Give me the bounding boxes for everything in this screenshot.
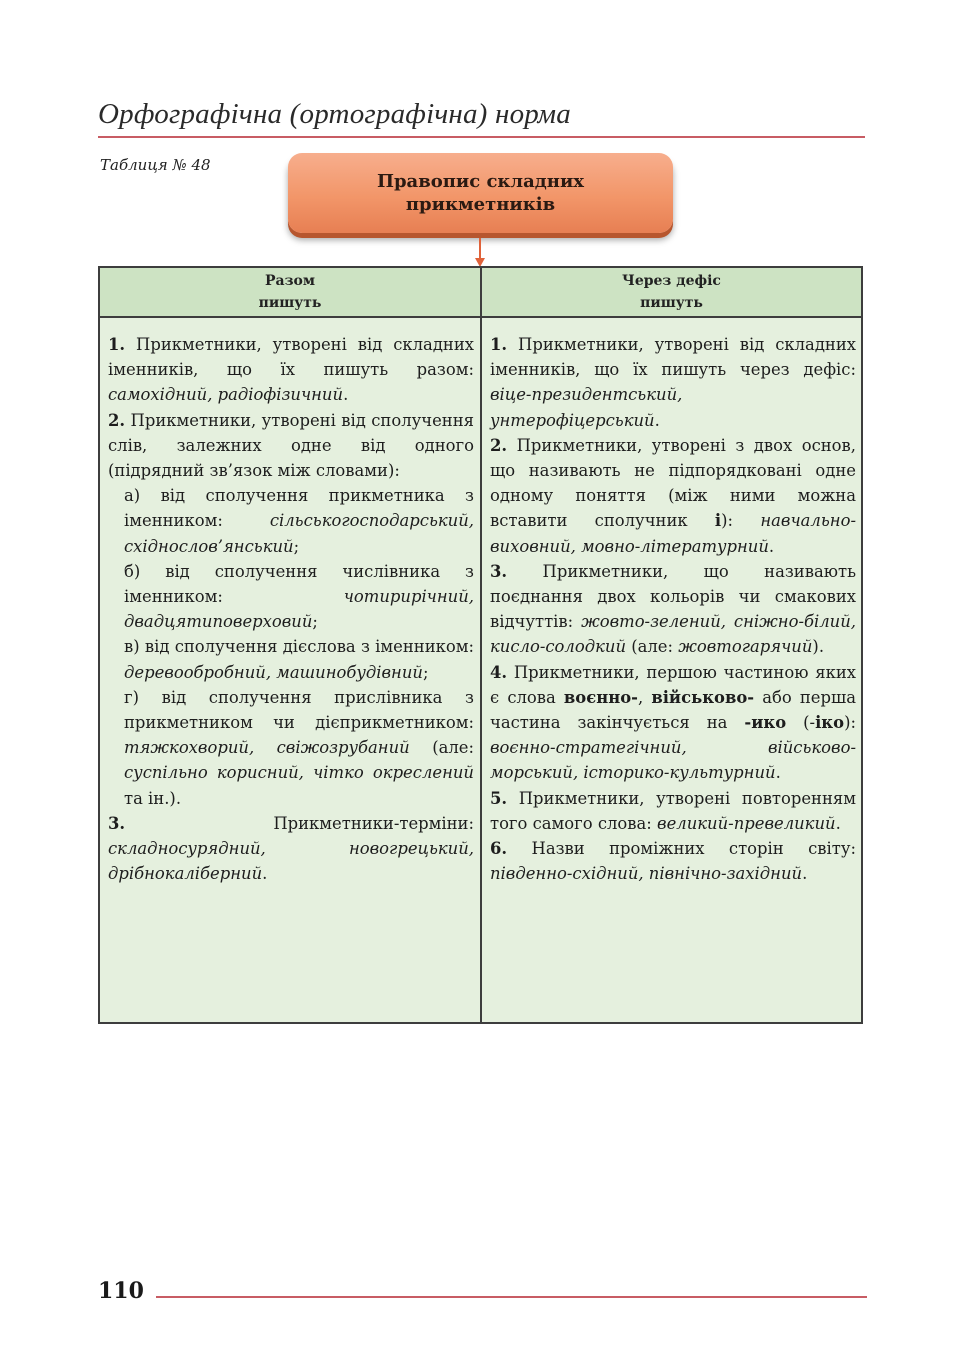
column-together-rules: [108, 332, 474, 886]
rule-subitem: [124, 559, 474, 635]
bold-marker: 3.: [490, 561, 508, 581]
column-hyphen-rules: [490, 332, 856, 886]
rule-item: [490, 836, 856, 886]
header-together: [100, 268, 480, 318]
topic-title: Правопис складних прикметників: [376, 171, 585, 215]
rule-text: .: [802, 864, 808, 884]
rule-text: ;: [422, 662, 429, 682]
bold-marker: 6.: [490, 839, 508, 859]
example-words: південно-східний, північно-західний: [490, 864, 803, 884]
example-words: тяжкохворий, свіжозрубаний: [124, 738, 410, 758]
rule-item: [490, 559, 856, 660]
rule-text: Прикметники, утворені повторенням того самого слова:: [490, 788, 856, 833]
rule-text: .: [654, 410, 660, 430]
example-words: складносурядний, новогрецький, дрібнокаліберний: [108, 839, 474, 884]
rule-text: та ін.).: [124, 788, 182, 808]
page-number: 110: [98, 1278, 144, 1304]
bold-marker: воєнно-: [563, 687, 638, 707]
rule-text: .: [343, 385, 349, 405]
rule-text: (-: [786, 713, 816, 733]
rule-text: ):: [844, 713, 856, 733]
rule-text: .: [775, 763, 781, 783]
topic-box: [288, 153, 673, 233]
rule-text: ).: [812, 637, 825, 657]
bold-marker: 5.: [490, 788, 508, 808]
rule-item: [490, 786, 856, 836]
example-words: воєнно-стратегічний, військово-морський, історико-культурний: [490, 738, 856, 783]
header-together-line2: пишуть: [258, 295, 322, 311]
rule-text: ;: [312, 612, 318, 632]
example-words: чотирирічний, двадцятиповерховий: [124, 587, 474, 632]
header-hyphen-line1: Через дефіс: [622, 273, 721, 289]
bold-marker: і: [714, 511, 722, 531]
example-words: деревообробний, машинобудівний: [124, 662, 423, 682]
example-words: самохідний, радіофізичний: [108, 385, 344, 405]
bold-marker: 2.: [108, 410, 126, 430]
rule-text: Прикметники, утворені з двох основ, що називають не підпорядковані одне одному поняття (між ними можна вставити сполучник: [490, 435, 856, 531]
rule-subitem: [124, 685, 474, 811]
rule-text: або перша частина закінчується на: [490, 687, 857, 733]
rule-text: .: [835, 813, 841, 833]
bold-marker: військово-: [651, 687, 755, 707]
rule-text: .: [262, 864, 268, 884]
rule-text: Прикметники-терміни:: [125, 813, 474, 833]
bold-marker: 4.: [490, 662, 508, 682]
rule-text: ):: [721, 511, 761, 531]
rule-subitem: [124, 483, 474, 559]
rule-item: [108, 332, 474, 408]
rule-text: Назви проміжних сторін світу:: [507, 839, 856, 859]
rule-text: а) від сполучення прикметника з іменником:: [124, 486, 474, 531]
example-words: віце-президентський, унтерофіцерський: [490, 385, 683, 430]
table-number: Таблиця № 48: [100, 156, 211, 174]
rule-text: г) від сполучення прислівника з прикметником чи дієприкметником:: [124, 687, 474, 733]
section-divider: [98, 136, 865, 138]
rules-table: [98, 266, 863, 1024]
header-together-line1: Разом: [264, 273, 316, 289]
section-title: Орфографічна (ортографічна) норма: [98, 98, 571, 130]
rule-text: Прикметники, утворені від сполучення слів, залежних одне від одного (підрядний зв’язок між словами):: [108, 410, 474, 481]
rule-item: [490, 332, 856, 433]
rule-text: .: [768, 536, 775, 556]
rule-text: Прикметники, утворені від складних іменників, що їх пишуть через дефіс:: [490, 335, 856, 380]
arrow-connector: [479, 238, 481, 260]
example-words: сільськогосподарський, східнослов’янський: [124, 511, 474, 556]
bold-marker: 1.: [108, 335, 126, 354]
rule-item: [490, 660, 856, 786]
bold-marker: 1.: [490, 335, 508, 354]
example-words: жовто-зелений, сніжно-білий, кисло-солодкий: [490, 612, 856, 657]
header-hyphen-line2: пишуть: [640, 295, 703, 311]
bold-marker: 2.: [490, 435, 508, 455]
rule-text: в) від сполучення дієслова з іменником:: [124, 637, 474, 657]
rule-subitem: [124, 634, 474, 684]
column-divider: [480, 268, 482, 1022]
rule-text: (але:: [626, 637, 679, 657]
bold-marker: іко: [815, 713, 845, 733]
rule-item: [490, 433, 856, 559]
bold-marker: 3.: [108, 813, 126, 833]
rule-text: (але:: [409, 738, 474, 758]
rule-text: ;: [293, 536, 300, 556]
bold-marker: -ико: [744, 713, 787, 733]
header-hyphen: [482, 268, 861, 318]
example-words: великий-превеликий: [657, 813, 836, 833]
rule-item: [108, 811, 474, 887]
rule-text: б) від сполучення числівника з іменником:: [124, 561, 474, 607]
example-words: суспільно корисний, чітко окреслений: [124, 763, 474, 783]
rule-text: Прикметники, утворені від складних іменників, що їх пишуть разом:: [108, 335, 474, 380]
rule-text: ,: [637, 687, 652, 707]
footer-divider: [156, 1296, 867, 1298]
rule-text: Прикметники, що називають поєднання двох кольорів чи смакових відчуттів:: [490, 561, 856, 632]
example-words: навчально-виховний, мовно-літературний: [490, 511, 856, 556]
rule-item: [108, 408, 474, 484]
rule-text: Прикметники, першою частиною яких є слова: [490, 662, 856, 707]
example-words: жовтогарячий: [678, 637, 813, 657]
